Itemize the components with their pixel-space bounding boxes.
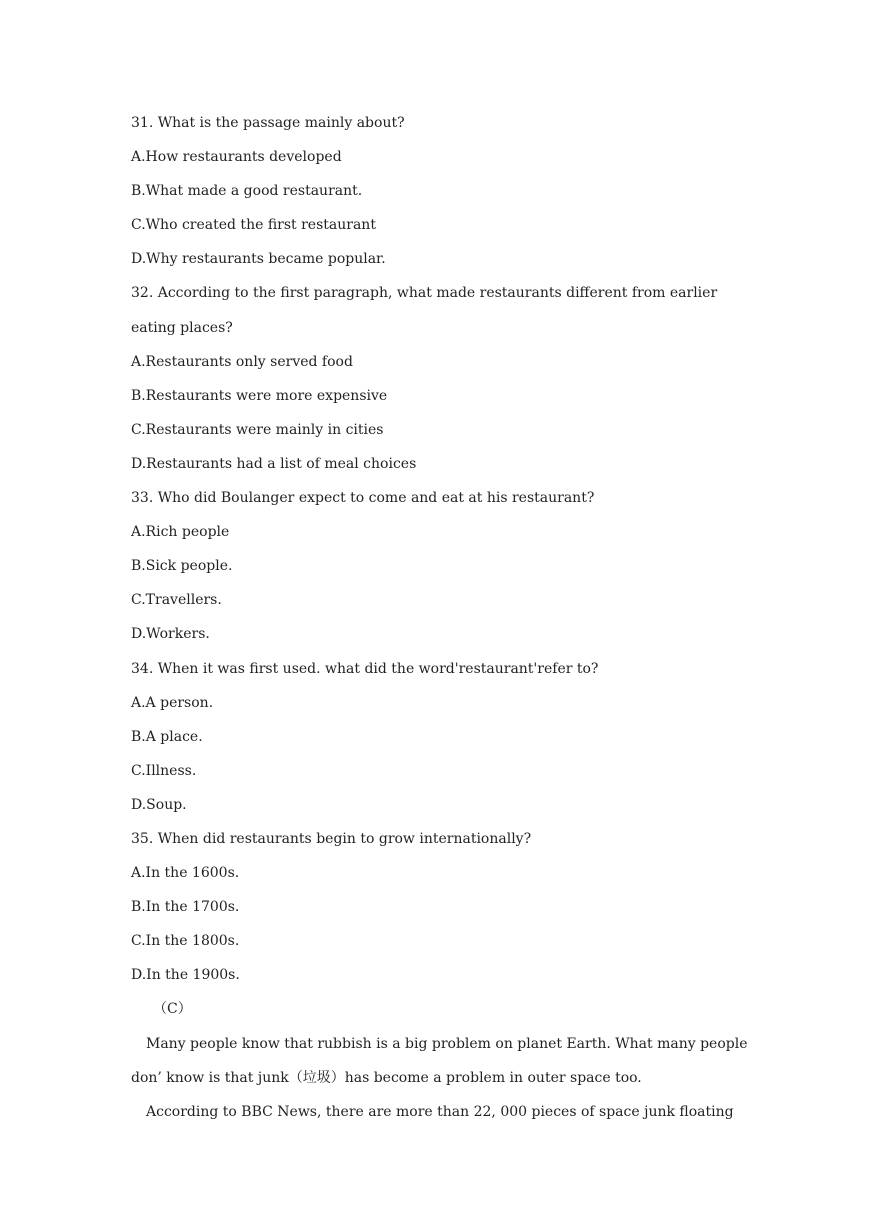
question-33-option-a: A.Rich people [131, 524, 230, 541]
question-33-option-d: D.Workers. [131, 626, 210, 643]
question-34-option-c: C.Illness. [131, 762, 197, 779]
document-content [131, 112, 751, 1135]
question-35-option-c: C.In the 1800s. [131, 933, 240, 950]
section-heading: （C） [153, 1001, 192, 1018]
question-33-option-b: B.Sick people. [131, 558, 233, 575]
question-32-option-c: C.Restaurants were mainly in cities [131, 421, 384, 438]
question-32-stem-continued: eating places? [131, 319, 233, 336]
question-34-option-d: D.Soup. [131, 796, 187, 813]
question-34-option-b: B.A place. [131, 728, 203, 745]
question-35-stem: 35. When did restaurants begin to grow internationally? [131, 830, 532, 847]
question-31-stem: 31. What is the passage mainly about? [131, 115, 405, 131]
question-31-option-a: A.How restaurants developed [131, 149, 342, 166]
question-35-option-d: D.In the 1900s. [131, 967, 240, 984]
question-32-option-d: D.Restaurants had a list of meal choices [131, 455, 417, 472]
question-35-option-b: B.In the 1700s. [131, 899, 240, 916]
passage-line-2: don’ know is that junk（垃圾）has become a problem in outer space too. [131, 1069, 642, 1086]
question-35-option-a: A.In the 1600s. [131, 865, 240, 882]
question-31-option-d: D.Why restaurants became popular. [131, 251, 386, 268]
passage-line-3: According to BBC News, there are more than 22, 000 pieces of space junk floating [146, 1103, 734, 1120]
question-32-stem: 32. According to the first paragraph, what made restaurants different from earlier [131, 285, 718, 302]
question-33-option-c: C.Travellers. [131, 592, 222, 609]
passage-line-1: Many people know that rubbish is a big problem on planet Earth. What many people [146, 1035, 748, 1052]
question-33-stem: 33. Who did Boulanger expect to come and eat at his restaurant? [131, 490, 595, 507]
question-34-stem: 34. When it was first used. what did the word'restaurant'refer to? [131, 660, 599, 677]
question-31-option-b: B.What made a good restaurant. [131, 183, 363, 200]
question-32-option-b: B.Restaurants were more expensive [131, 387, 388, 404]
question-34-option-a: A.A person. [131, 694, 214, 711]
question-31-option-c: C.Who created the first restaurant [131, 217, 376, 234]
question-32-option-a: A.Restaurants only served food [131, 353, 353, 370]
